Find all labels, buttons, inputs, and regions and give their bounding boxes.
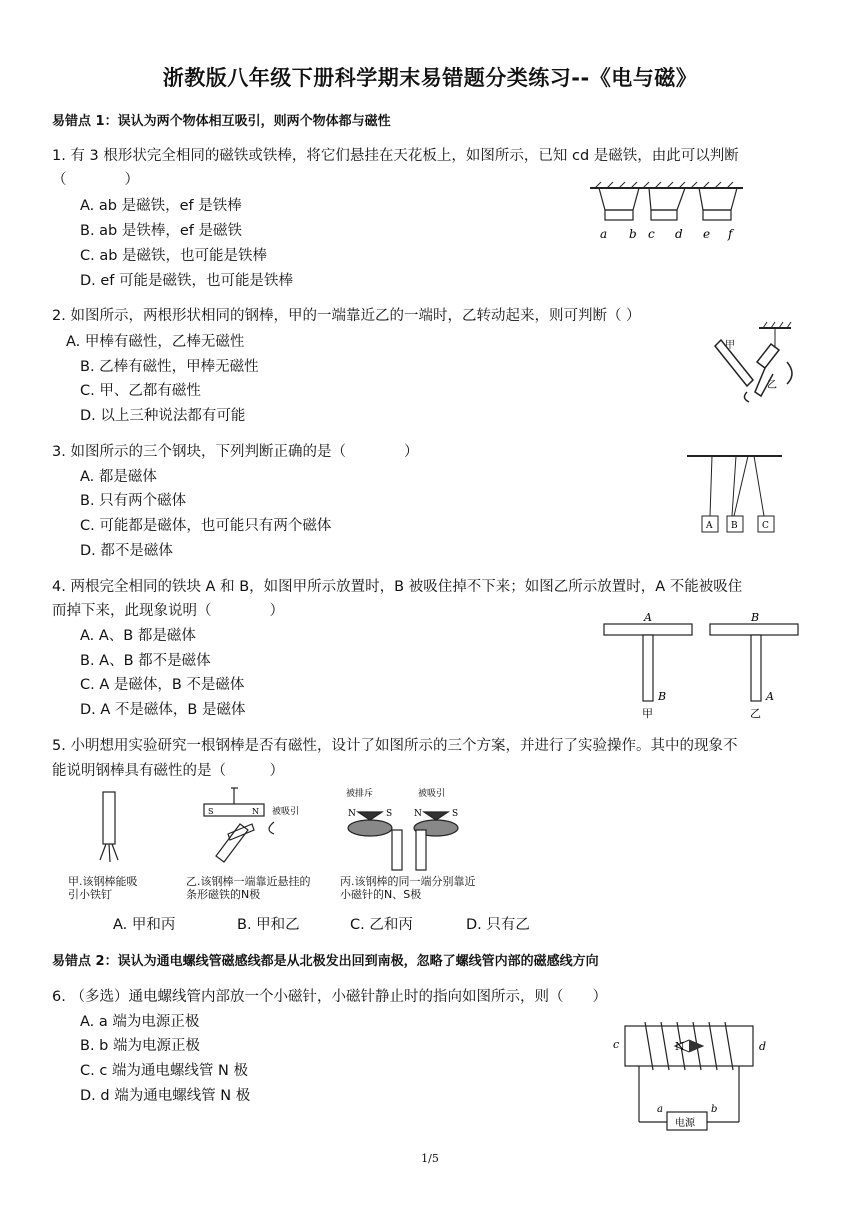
figure-label-a: a — [657, 1104, 663, 1115]
question-4-figure — [598, 610, 808, 722]
question-6-option-a: A. a 端为电源正极 — [80, 1014, 200, 1030]
question-2-option-d: D. 以上三种说法都有可能 — [80, 408, 246, 424]
figure-label-f: f — [728, 227, 733, 241]
question-2-option-c: C. 甲、乙都有磁性 — [80, 383, 201, 399]
question-5-caption-jia: 甲.该钢棒能吸引小铁钉 — [68, 875, 138, 901]
figure-label-A-top: A — [644, 611, 652, 624]
figure-label-A: A — [706, 521, 713, 531]
question-1-stem-cont: （ ） — [52, 172, 139, 188]
question-4-option-c: C. A 是磁体，B 不是磁体 — [80, 677, 245, 693]
question-5-caption-yi: 乙.该钢棒一端靠近悬挂的条形磁铁的N极 — [186, 875, 311, 901]
question-6-option-c: C. c 端为通电螺线管 N 极 — [80, 1063, 248, 1079]
figure-label-S: S — [208, 807, 214, 816]
question-5-option-a: A. 甲和丙 — [113, 917, 176, 933]
question-4-option-d: D. A 不是磁体，B 是磁体 — [80, 702, 246, 718]
figure-label-B-top: B — [751, 611, 760, 624]
question-4-stem-cont: 而掉下来，此现象说明（ ） — [52, 603, 284, 619]
question-6-option-b: B. b 端为电源正极 — [80, 1038, 200, 1054]
question-1-option-b: B. ab 是铁棒，ef 是磁铁 — [80, 223, 242, 239]
question-2-stem: 2. 如图所示，两根形状相同的钢棒，甲的一端靠近乙的一端时，乙转动起来，则可判断（ ） — [52, 308, 641, 324]
figure-label-N-2: N — [414, 809, 422, 819]
figure-label-S-1: S — [386, 809, 393, 819]
question-4-stem: 4. 两根完全相同的铁块 A 和 B，如图甲所示放置时，B 被吸住掉不下来；如图乙所示放置时，A 不能被吸住 — [52, 579, 743, 595]
figure-label-power-source: 电源 — [675, 1118, 695, 1129]
figure-label-b: b — [629, 227, 637, 241]
question-3-option-c: C. 可能都是磁体，也可能只有两个磁体 — [80, 518, 332, 534]
figure-label-b: b — [711, 1104, 718, 1115]
figure-label-c: c — [648, 227, 655, 241]
figure-label-S-2: S — [452, 809, 459, 819]
question-1-figure — [585, 178, 750, 246]
question-1-option-d: D. ef 可能是磁铁，也可能是铁棒 — [80, 273, 294, 289]
figure-label-jia: 甲 — [642, 707, 653, 720]
question-5-option-b: B. 甲和乙 — [237, 917, 300, 933]
figure-label-N: N — [252, 807, 259, 816]
figure-label-yi: 乙 — [750, 707, 761, 720]
figure-label-yi: 乙 — [767, 380, 777, 391]
page-title: 浙教版八年级下册科学期末易错题分类练习--《电与磁》 — [162, 66, 698, 90]
question-5-stem-cont: 能说明钢棒具有磁性的是（ ） — [52, 763, 284, 779]
question-3-option-d: D. 都不是磁体 — [80, 543, 173, 559]
question-5-caption-bing: 丙.该钢棒的同一端分别靠近小磁针的N、S极 — [340, 875, 476, 901]
question-3-option-b: B. 只有两个磁体 — [80, 493, 187, 509]
question-1-stem: 1. 有 3 根形状完全相同的磁铁或铁棒，将它们悬挂在天花板上，如图所示，已知 cd 是磁铁，由此可以判断 — [52, 148, 739, 164]
figure-label-jia: 甲 — [725, 340, 735, 351]
figure-label-attracted-2: 被吸引 — [418, 789, 446, 799]
question-2-option-a: A. 甲棒有磁性，乙棒无磁性 — [66, 334, 245, 350]
section-heading-1: 易错点 1：误认为两个物体相互吸引，则两个物体都与磁性 — [52, 114, 391, 129]
section-heading-2: 易错点 2：误认为通电螺线管磁感线都是从北极发出回到南极，忽略了螺线管内部的磁感线方向 — [52, 954, 599, 969]
question-4-option-b: B. A、B 都不是磁体 — [80, 653, 211, 669]
figure-label-C: C — [762, 521, 769, 531]
figure-label-c: c — [613, 1038, 620, 1051]
figure-label-N-1: N — [348, 809, 356, 819]
figure-label-d: d — [759, 1040, 767, 1053]
figure-label-repelled: 被排斥 — [346, 789, 374, 799]
figure-label-A-bottom: A — [766, 690, 774, 703]
question-4-option-a: A. A、B 都是磁体 — [80, 628, 196, 644]
question-5-option-c: C. 乙和丙 — [350, 917, 413, 933]
figure-label-N: N — [675, 1040, 685, 1053]
question-5-figure — [68, 786, 488, 872]
figure-label-B-bottom: B — [658, 690, 667, 703]
question-5-option-d: D. 只有乙 — [466, 917, 530, 933]
page-number: 1/5 — [421, 1152, 439, 1165]
question-2-option-b: B. 乙棒有磁性，甲棒无磁性 — [80, 359, 259, 375]
question-1-option-c: C. ab 是磁铁，也可能是铁棒 — [80, 248, 268, 264]
question-5-stem: 5. 小明想用实验研究一根钢棒是否有磁性，设计了如图所示的三个方案，并进行了实验操作。其中的现象不 — [52, 738, 738, 754]
question-6-figure — [605, 1016, 775, 1134]
figure-label-a: a — [600, 227, 608, 241]
figure-label-attracted: 被吸引 — [272, 807, 300, 817]
question-6-option-d: D. d 端为通电螺线管 N 极 — [80, 1088, 251, 1104]
question-2-figure — [705, 318, 805, 408]
question-3-stem: 3. 如图所示的三个钢块，下列判断正确的是（ ） — [52, 444, 419, 460]
question-3-figure — [682, 448, 792, 536]
question-6-stem: 6. （多选）通电螺线管内部放一个小磁针，小磁针静止时的指向如图所示，则（ ） — [52, 989, 607, 1005]
question-1-option-a: A. ab 是磁铁，ef 是铁棒 — [80, 198, 242, 214]
question-3-option-a: A. 都是磁体 — [80, 469, 157, 485]
figure-label-B: B — [731, 521, 738, 531]
figure-label-d: d — [675, 227, 683, 241]
figure-label-e: e — [703, 227, 711, 241]
